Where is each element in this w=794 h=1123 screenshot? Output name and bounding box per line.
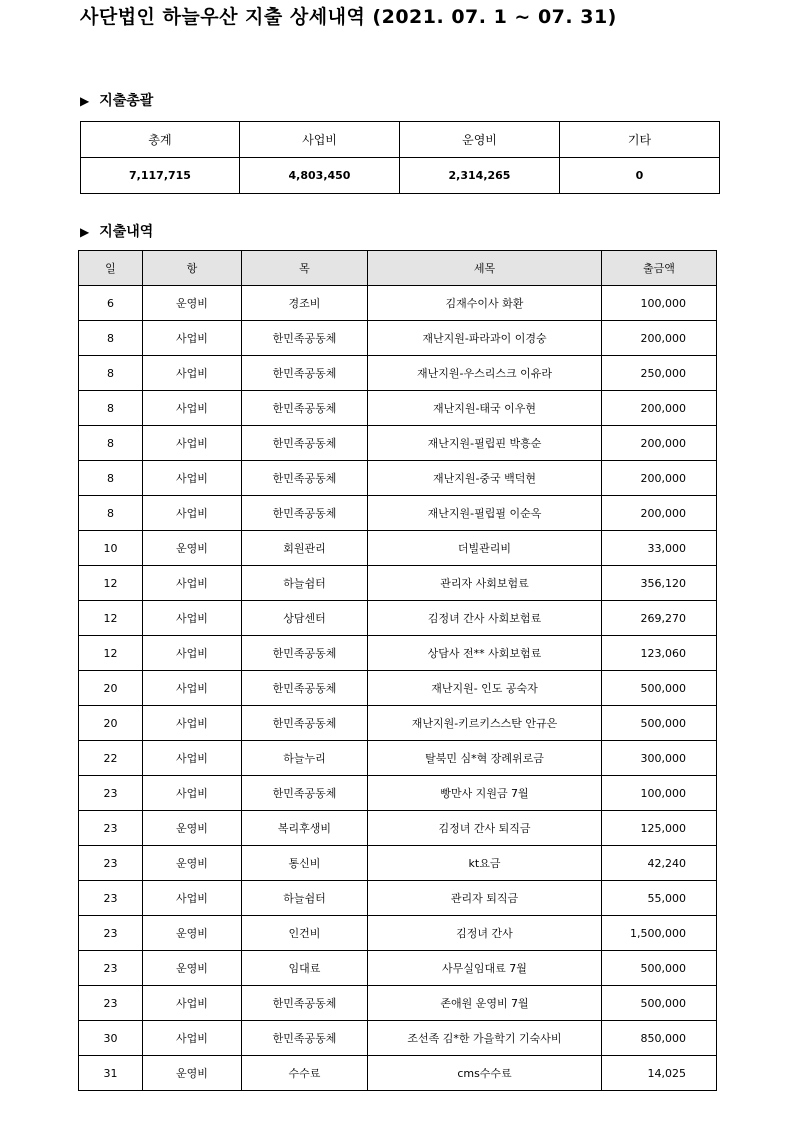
cell-item: 하늘누리 — [242, 741, 368, 776]
cell-day: 23 — [79, 951, 143, 986]
cell-category: 운영비 — [143, 531, 242, 566]
table-row — [79, 741, 717, 776]
cell-amount: 100,000 — [602, 286, 717, 321]
cell-day: 12 — [79, 601, 143, 636]
cell-day: 23 — [79, 846, 143, 881]
cell-item: 한민족공동체 — [242, 706, 368, 741]
table-row — [79, 1056, 717, 1091]
cell-amount: 356,120 — [602, 566, 717, 601]
header-amount: 출금액 — [602, 251, 717, 286]
cell-category: 사업비 — [143, 986, 242, 1021]
cell-category: 사업비 — [143, 1021, 242, 1056]
cell-item: 한민족공동체 — [242, 986, 368, 1021]
cell-day: 12 — [79, 566, 143, 601]
detail-heading-label: 지출내역 — [99, 224, 154, 240]
cell-day: 30 — [79, 1021, 143, 1056]
cell-subitem: 재난지원-중국 백덕현 — [368, 461, 602, 496]
cell-item: 한민족공동체 — [242, 636, 368, 671]
summary-heading — [80, 90, 153, 110]
summary-value-other: 0 — [560, 158, 720, 194]
cell-amount: 200,000 — [602, 426, 717, 461]
table-row — [79, 636, 717, 671]
cell-subitem: 더빌관리비 — [368, 531, 602, 566]
cell-category: 사업비 — [143, 776, 242, 811]
cell-item: 회원관리 — [242, 531, 368, 566]
cell-subitem: 김재수이사 화환 — [368, 286, 602, 321]
cell-amount: 55,000 — [602, 881, 717, 916]
detail-heading — [80, 221, 153, 241]
cell-subitem: 조선족 김*한 가을학기 기숙사비 — [368, 1021, 602, 1056]
cell-subitem: 재난지원-필립필 이순옥 — [368, 496, 602, 531]
summary-value-total: 7,117,715 — [81, 158, 240, 194]
cell-item: 경조비 — [242, 286, 368, 321]
cell-amount: 250,000 — [602, 356, 717, 391]
cell-subitem: 김정녀 간사 퇴직금 — [368, 811, 602, 846]
cell-subitem: 김정녀 간사 사회보험료 — [368, 601, 602, 636]
cell-day: 12 — [79, 636, 143, 671]
cell-item: 한민족공동체 — [242, 496, 368, 531]
cell-day: 8 — [79, 391, 143, 426]
cell-category: 운영비 — [143, 811, 242, 846]
cell-day: 22 — [79, 741, 143, 776]
header-day: 일 — [79, 251, 143, 286]
cell-category: 운영비 — [143, 951, 242, 986]
cell-amount: 200,000 — [602, 461, 717, 496]
cell-amount: 200,000 — [602, 391, 717, 426]
detail-table — [78, 250, 717, 1091]
cell-category: 사업비 — [143, 671, 242, 706]
cell-category: 운영비 — [143, 286, 242, 321]
table-row — [79, 881, 717, 916]
cell-day: 8 — [79, 321, 143, 356]
cell-subitem: 재난지원-키르키스스탄 안규은 — [368, 706, 602, 741]
cell-day: 31 — [79, 1056, 143, 1091]
cell-amount: 500,000 — [602, 951, 717, 986]
header-item: 목 — [242, 251, 368, 286]
cell-subitem: kt요금 — [368, 846, 602, 881]
cell-subitem: 상담사 전** 사회보험료 — [368, 636, 602, 671]
cell-category: 운영비 — [143, 916, 242, 951]
summary-heading-label: 지출총괄 — [99, 93, 154, 109]
cell-day: 8 — [79, 426, 143, 461]
table-row — [79, 321, 717, 356]
table-row — [79, 426, 717, 461]
cell-item: 통신비 — [242, 846, 368, 881]
cell-day: 23 — [79, 916, 143, 951]
cell-amount: 33,000 — [602, 531, 717, 566]
cell-subitem: 사무실임대료 7월 — [368, 951, 602, 986]
table-row — [79, 986, 717, 1021]
cell-category: 사업비 — [143, 461, 242, 496]
cell-amount: 500,000 — [602, 706, 717, 741]
cell-category: 사업비 — [143, 391, 242, 426]
cell-amount: 42,240 — [602, 846, 717, 881]
cell-category: 운영비 — [143, 1056, 242, 1091]
summary-header-business: 사업비 — [240, 122, 400, 158]
table-row — [79, 496, 717, 531]
cell-subitem: 김정녀 간사 — [368, 916, 602, 951]
table-row — [79, 531, 717, 566]
cell-subitem: 존애원 운영비 7월 — [368, 986, 602, 1021]
cell-item: 인건비 — [242, 916, 368, 951]
detail-header-row — [79, 251, 717, 286]
cell-item: 상담센터 — [242, 601, 368, 636]
triangle-right-icon: ▶ — [80, 225, 90, 239]
cell-subitem: 재난지원-태국 이우현 — [368, 391, 602, 426]
cell-subitem: 관리자 사회보험료 — [368, 566, 602, 601]
table-row — [79, 951, 717, 986]
cell-amount: 300,000 — [602, 741, 717, 776]
cell-day: 23 — [79, 811, 143, 846]
table-row — [79, 811, 717, 846]
table-row — [79, 356, 717, 391]
cell-amount: 125,000 — [602, 811, 717, 846]
cell-item: 하늘쉼터 — [242, 881, 368, 916]
triangle-right-icon: ▶ — [80, 94, 90, 108]
cell-item: 한민족공동체 — [242, 391, 368, 426]
cell-amount: 1,500,000 — [602, 916, 717, 951]
cell-category: 사업비 — [143, 426, 242, 461]
detail-body — [79, 286, 717, 1091]
cell-day: 20 — [79, 671, 143, 706]
table-row — [79, 566, 717, 601]
cell-category: 사업비 — [143, 321, 242, 356]
cell-category: 사업비 — [143, 741, 242, 776]
cell-category: 사업비 — [143, 636, 242, 671]
cell-category: 사업비 — [143, 601, 242, 636]
summary-header-other: 기타 — [560, 122, 720, 158]
table-row — [79, 916, 717, 951]
cell-amount: 500,000 — [602, 986, 717, 1021]
cell-category: 사업비 — [143, 566, 242, 601]
cell-item: 한민족공동체 — [242, 671, 368, 706]
header-category: 항 — [143, 251, 242, 286]
cell-amount: 14,025 — [602, 1056, 717, 1091]
cell-category: 사업비 — [143, 356, 242, 391]
page-title: 사단법인 하늘우산 지출 상세내역 (2021. 07. 1 ~ 07. 31) — [80, 6, 617, 28]
table-row — [79, 1021, 717, 1056]
cell-category: 운영비 — [143, 846, 242, 881]
cell-item: 수수료 — [242, 1056, 368, 1091]
cell-day: 8 — [79, 461, 143, 496]
cell-day: 8 — [79, 356, 143, 391]
cell-item: 한민족공동체 — [242, 426, 368, 461]
table-row — [79, 601, 717, 636]
cell-subitem: 재난지원-필립핀 박흥순 — [368, 426, 602, 461]
cell-item: 한민족공동체 — [242, 321, 368, 356]
table-row — [79, 671, 717, 706]
cell-item: 한민족공동체 — [242, 1021, 368, 1056]
cell-amount: 850,000 — [602, 1021, 717, 1056]
cell-subitem: 탈북민 심*혁 장례위로금 — [368, 741, 602, 776]
cell-category: 사업비 — [143, 881, 242, 916]
cell-day: 23 — [79, 986, 143, 1021]
summary-table — [80, 121, 720, 194]
cell-day: 6 — [79, 286, 143, 321]
cell-amount: 200,000 — [602, 496, 717, 531]
header-subitem: 세목 — [368, 251, 602, 286]
cell-day: 8 — [79, 496, 143, 531]
summary-value-row — [81, 158, 720, 194]
cell-subitem: 관리자 퇴직금 — [368, 881, 602, 916]
summary-value-business: 4,803,450 — [240, 158, 400, 194]
cell-amount: 500,000 — [602, 671, 717, 706]
cell-subitem: 재난지원-우스리스크 이유라 — [368, 356, 602, 391]
summary-header-total: 총계 — [81, 122, 240, 158]
cell-item: 복리후생비 — [242, 811, 368, 846]
summary-header-operating: 운영비 — [400, 122, 560, 158]
table-row — [79, 286, 717, 321]
cell-item: 임대료 — [242, 951, 368, 986]
cell-category: 사업비 — [143, 706, 242, 741]
cell-subitem: 재난지원- 인도 공숙자 — [368, 671, 602, 706]
cell-subitem: 빵만사 지원금 7월 — [368, 776, 602, 811]
cell-day: 23 — [79, 881, 143, 916]
table-row — [79, 776, 717, 811]
cell-subitem: 재난지원-파라과이 이경숭 — [368, 321, 602, 356]
cell-item: 한민족공동체 — [242, 461, 368, 496]
cell-amount: 269,270 — [602, 601, 717, 636]
cell-day: 23 — [79, 776, 143, 811]
cell-amount: 100,000 — [602, 776, 717, 811]
cell-day: 20 — [79, 706, 143, 741]
summary-header-row — [81, 122, 720, 158]
table-row — [79, 461, 717, 496]
summary-value-operating: 2,314,265 — [400, 158, 560, 194]
cell-amount: 123,060 — [602, 636, 717, 671]
cell-item: 하늘쉼터 — [242, 566, 368, 601]
cell-day: 10 — [79, 531, 143, 566]
cell-item: 한민족공동체 — [242, 776, 368, 811]
table-row — [79, 706, 717, 741]
cell-subitem: cms수수료 — [368, 1056, 602, 1091]
cell-amount: 200,000 — [602, 321, 717, 356]
cell-item: 한민족공동체 — [242, 356, 368, 391]
cell-category: 사업비 — [143, 496, 242, 531]
table-row — [79, 391, 717, 426]
table-row — [79, 846, 717, 881]
